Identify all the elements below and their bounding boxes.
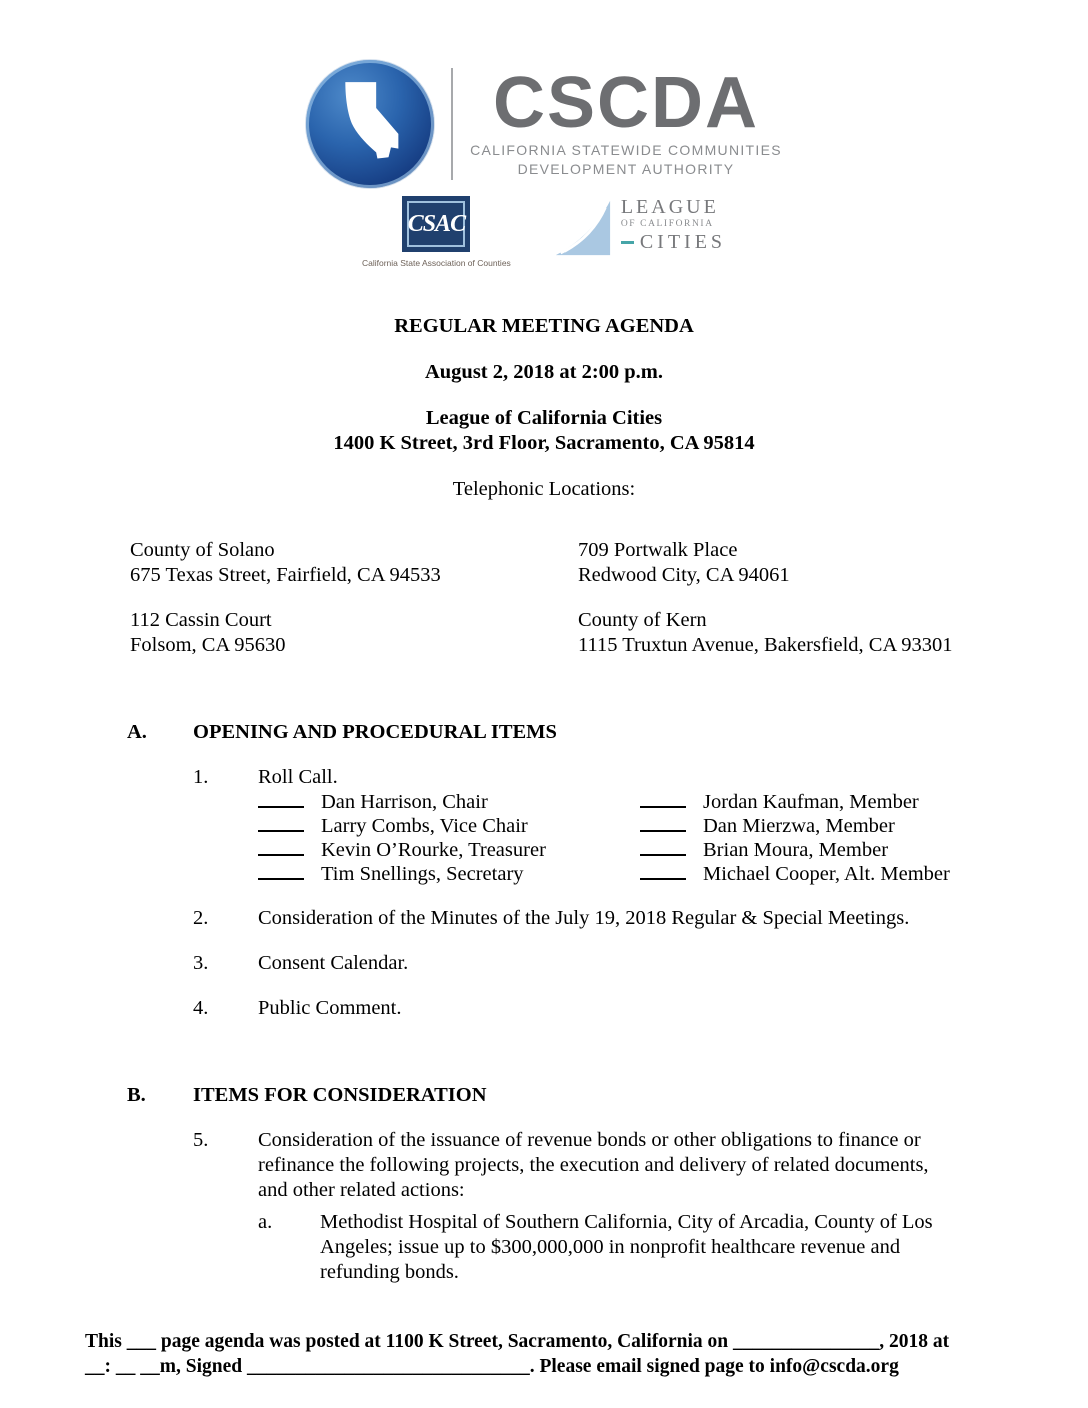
rollcall-entry <box>640 862 950 886</box>
rollcall-entry <box>258 814 640 838</box>
telephonic-location <box>130 538 578 588</box>
rollcall-blank <box>640 791 686 808</box>
rollcall-name: Dan Harrison, Chair <box>321 791 488 813</box>
agenda-item-5 <box>193 1128 1088 1203</box>
rollcall-entry <box>640 790 950 814</box>
rollcall-blank <box>258 815 304 832</box>
item-number: 5. <box>193 1129 209 1151</box>
section-letter: B. <box>127 1084 146 1106</box>
item-text: Consideration of the issuance of revenue bonds or other obligations to finance or refinance the following projects, the execution and delivery of related documents, and other related actions: <box>258 1129 929 1201</box>
section-title: OPENING AND PROCEDURAL ITEMS <box>193 721 557 743</box>
item-number: 3. <box>193 952 209 974</box>
csac-logo <box>362 196 511 268</box>
telephonic-locations <box>130 538 1088 658</box>
telephonic-location <box>578 608 1088 658</box>
rollcall-name: Michael Cooper, Alt. Member <box>703 863 950 885</box>
rollcall-name: Jordan Kaufman, Member <box>703 791 919 813</box>
agenda-item-1 <box>193 765 1088 790</box>
cscda-logo <box>0 0 1088 188</box>
rollcall-entry <box>258 862 640 886</box>
rollcall-blank <box>640 815 686 832</box>
rollcall-entry <box>640 814 950 838</box>
csac-caption: California State Association of Counties <box>361 258 511 268</box>
rollcall-name: Brian Moura, Member <box>703 839 889 861</box>
agenda-item-3 <box>193 951 1088 976</box>
rollcall-name: Tim Snellings, Secretary <box>321 863 524 885</box>
section-a-heading <box>127 720 1088 745</box>
location-address: 1115 Truxtun Avenue, Bakersfield, CA 93301 <box>578 634 953 656</box>
cscda-tagline-line1: CALIFORNIA STATEWIDE COMMUNITIES <box>470 141 782 158</box>
location-address: 675 Texas Street, Fairfield, CA 94533 <box>130 564 441 586</box>
item-text: Roll Call. <box>258 766 338 788</box>
footer-line1: This ___ page agenda was posted at 1100 K Street, Sacramento, California on _______________, 2018 at <box>85 1331 950 1352</box>
telephonic-location <box>130 608 578 658</box>
rollcall-name: Kevin O’Rourke, Treasurer <box>321 839 546 861</box>
location-name: 112 Cassin Court <box>130 609 272 631</box>
league-logo <box>553 196 726 258</box>
agenda-item-2 <box>193 906 1088 931</box>
agenda-body <box>127 720 1088 1285</box>
subitem-text: Methodist Hospital of Southern California, City of Arcadia, County of Los Angeles; issue up to $300,000,000 in nonprofit healthcare revenue and refunding bonds. <box>320 1211 933 1283</box>
item-number: 1. <box>193 766 209 788</box>
league-line1: LEAGUE <box>620 196 719 218</box>
location-name: 709 Portwalk Place <box>578 539 738 561</box>
csac-box-icon <box>402 196 470 252</box>
location-address: Redwood City, CA 94061 <box>578 564 790 586</box>
item-text: Consent Calendar. <box>258 952 409 974</box>
agenda-subitem-5a <box>258 1210 1088 1285</box>
rollcall-left-column <box>258 790 640 886</box>
item-number: 2. <box>193 907 209 929</box>
telephonic-location <box>578 538 1088 588</box>
venue-name: League of California Cities <box>425 407 663 429</box>
location-address: Folsom, CA 95630 <box>130 634 286 656</box>
meeting-datetime: August 2, 2018 at 2:00 p.m. <box>424 361 664 383</box>
cscda-wordmark-block <box>470 62 782 179</box>
item-text: Consideration of the Minutes of the July 19, 2018 Regular & Special Meetings. <box>258 907 910 929</box>
rollcall-blank <box>258 863 304 880</box>
rollcall-blank <box>258 791 304 808</box>
posting-certification <box>85 1329 1028 1379</box>
rollcall-blank <box>640 863 686 880</box>
rollcall-name: Larry Combs, Vice Chair <box>321 815 528 837</box>
csac-wordmark: CSAC <box>407 211 466 237</box>
rollcall-entry <box>258 838 640 862</box>
telephonic-label: Telephonic Locations: <box>452 478 636 500</box>
rollcall-blank <box>640 839 686 856</box>
item-number: 4. <box>193 997 209 1019</box>
rollcall-entry <box>258 790 640 814</box>
location-name: County of Solano <box>130 539 275 561</box>
partner-logos-row <box>0 196 1088 274</box>
section-title: ITEMS FOR CONSIDERATION <box>193 1084 487 1106</box>
cscda-wordmark: CSCDA <box>492 62 759 143</box>
league-swoosh-icon <box>553 198 613 258</box>
section-letter: A. <box>127 721 147 743</box>
subitem-letter: a. <box>258 1211 273 1233</box>
league-line2: OF CALIFORNIA <box>620 219 714 229</box>
rollcall-name: Dan Mierzwa, Member <box>703 815 895 837</box>
footer-line2: __: __ __m, Signed _____________________________. Please email signed page to info@cscda.org <box>85 1356 899 1377</box>
rollcall-entry <box>640 838 950 862</box>
league-teal-dash <box>621 241 634 244</box>
league-line3 <box>621 230 726 254</box>
rollcall-blank <box>258 839 304 856</box>
cscda-tagline-line2: DEVELOPMENT AUTHORITY <box>517 160 735 177</box>
agenda-item-4 <box>193 996 1088 1021</box>
logo-divider <box>451 68 453 180</box>
venue-address: 1400 K Street, 3rd Floor, Sacramento, CA 95814 <box>333 432 755 454</box>
agenda-title: REGULAR MEETING AGENDA <box>394 315 694 337</box>
section-b-heading <box>127 1083 1088 1108</box>
rollcall <box>258 790 1088 886</box>
location-name: County of Kern <box>578 609 707 631</box>
california-map-icon <box>306 60 434 188</box>
rollcall-right-column <box>640 790 950 886</box>
league-wordmark-block <box>621 196 726 254</box>
item-text: Public Comment. <box>258 997 402 1019</box>
league-cities-text: CITIES <box>639 231 727 253</box>
